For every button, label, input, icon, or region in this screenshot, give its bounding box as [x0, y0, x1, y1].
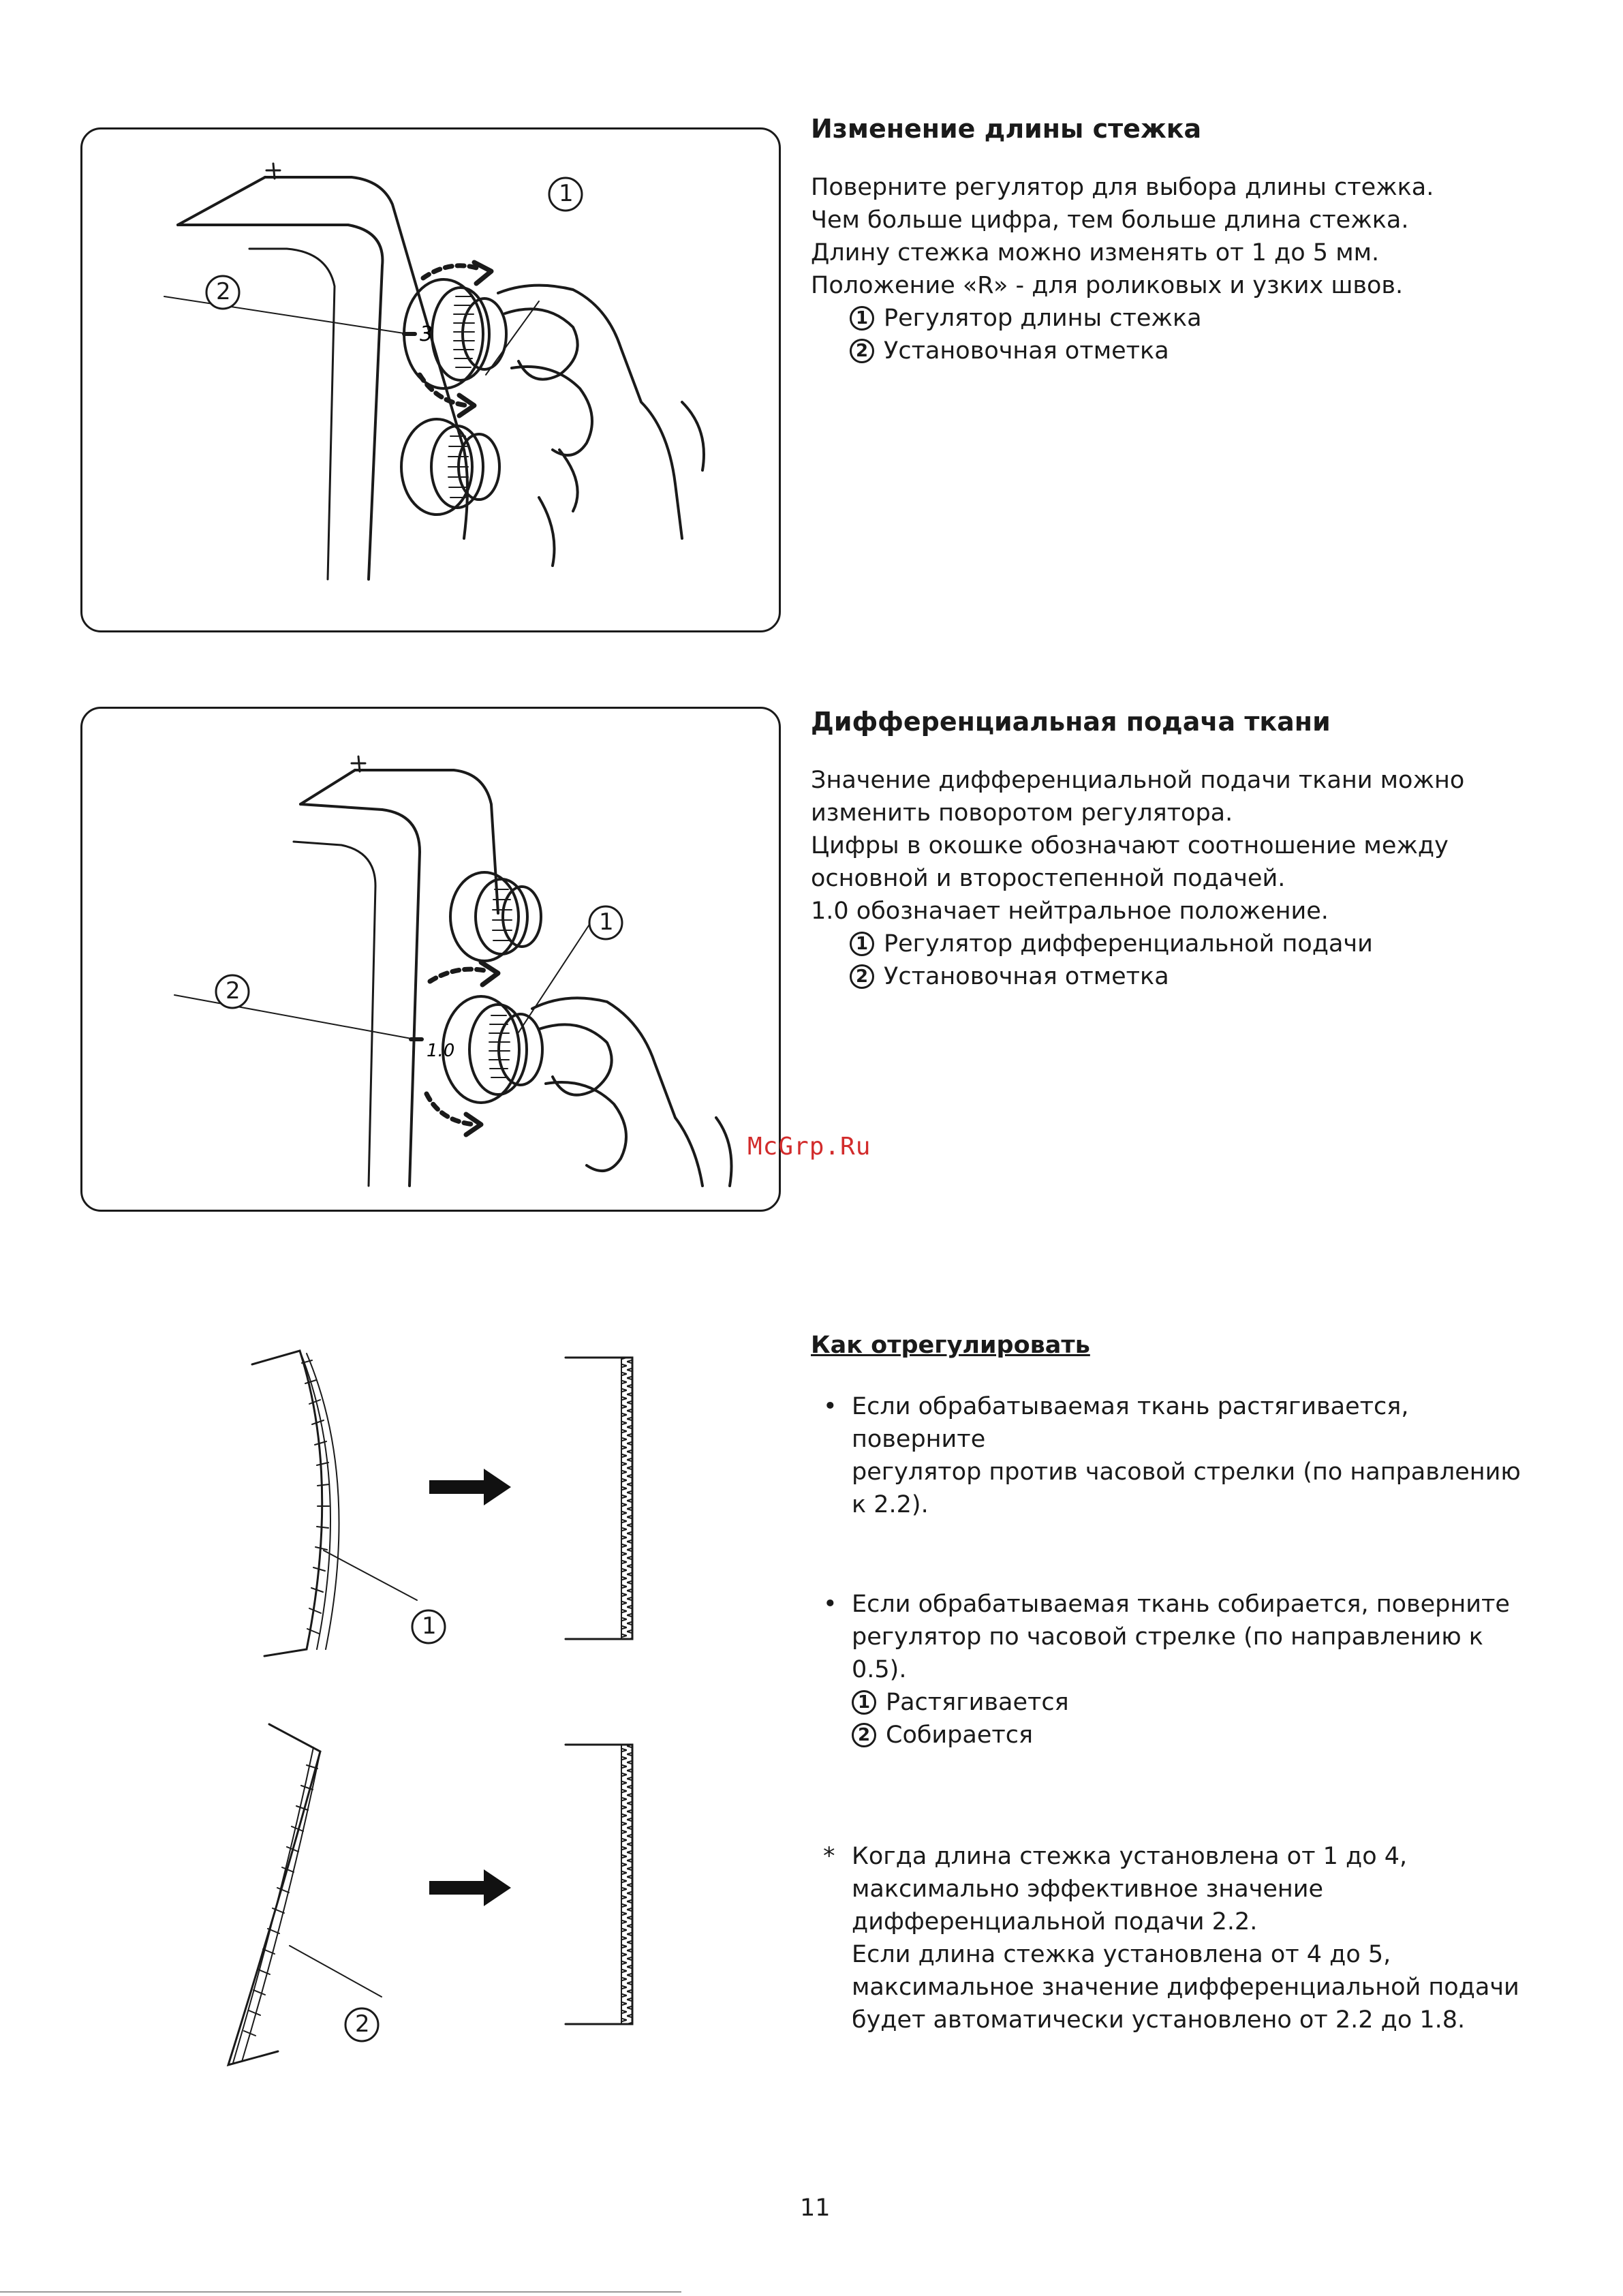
differential-feed-line-5: 1.0 обозначает нейтральное положение.	[811, 898, 1329, 925]
item-number-badge: 1	[850, 932, 874, 956]
bullet-line: регулятор по часовой стрелке (по направлению к 0.5).	[852, 1623, 1483, 1683]
fig2-callout-2	[214, 973, 251, 1010]
differential-feed-item-2	[850, 960, 1560, 993]
differential-feed-item-1	[850, 928, 1560, 960]
bullet-line: Если обрабатываемая ткань собирается, поверните	[852, 1591, 1510, 1618]
fig3-callout-1	[410, 1608, 447, 1645]
stitch-length-line-2: Чем больше цифра, тем больше длина стежка.	[811, 206, 1409, 234]
how-to-adjust-section	[811, 1329, 1574, 2036]
item-label: Регулятор длины стежка	[884, 305, 1202, 332]
item-label: Установочная отметка	[884, 337, 1169, 365]
stitch-length-illustration	[82, 129, 779, 630]
bullet-icon: •	[823, 1591, 837, 1618]
fig2-callout-2-label: 2	[226, 977, 241, 1005]
fig2-callout-1-label: 1	[599, 908, 614, 936]
item-label: Собирается	[886, 1721, 1034, 1749]
fig1-callout-2	[204, 274, 241, 311]
stitch-length-dial-digit: 3	[420, 322, 433, 346]
differential-feed-title: Дифференциальная подача ткани	[811, 707, 1331, 737]
how-to-adjust-title: Как отрегулировать	[811, 1332, 1090, 1359]
item-number-badge: 2	[852, 1723, 876, 1747]
differential-feed-line-1: Значение дифференциальной подачи ткани можно	[811, 767, 1465, 794]
fig3-callout-2-label: 2	[355, 2010, 370, 2038]
how-to-adjust-item-2	[852, 1719, 1533, 1751]
fig1-callout-1	[547, 176, 584, 213]
item-label: Установочная отметка	[884, 963, 1169, 990]
differential-dial-digit: 1.0	[427, 1041, 455, 1061]
arrow-right-icon	[429, 1469, 511, 1505]
item-number-badge: 2	[850, 339, 874, 363]
stitch-length-line-1: Поверните регулятор для выбора длины стежка.	[811, 174, 1434, 201]
differential-feed-line-2: изменить поворотом регулятора.	[811, 799, 1233, 827]
differential-feed-section	[811, 705, 1560, 993]
asterisk-icon: *	[823, 1843, 835, 1870]
note	[811, 1840, 1574, 2036]
page-number: 11	[800, 2194, 831, 2222]
item-number-badge: 1	[850, 306, 874, 331]
note-line: будет автоматически установлено от 2.2 до 1.8.	[852, 2006, 1466, 2034]
stitch-length-item-1	[850, 302, 1560, 335]
bullet-gathers	[811, 1588, 1574, 1751]
note-line: максимально эффективное значение	[852, 1876, 1324, 1903]
item-number-badge: 1	[852, 1690, 876, 1715]
note-line: дифференциальной подачи 2.2.	[852, 1908, 1258, 1935]
bullet-line: регулятор против часовой стрелки (по направлению	[852, 1458, 1521, 1486]
differential-feed-line-4: основной и второстепенной подачей.	[811, 865, 1286, 892]
fig3-callout-1-label: 1	[422, 1612, 437, 1640]
item-label: Регулятор дифференциальной подачи	[884, 930, 1373, 958]
differential-feed-line-3: Цифры в окошке обозначают соотношение между	[811, 832, 1449, 859]
stitch-length-line-3: Длину стежка можно изменять от 1 до 5 мм.	[811, 239, 1380, 266]
watermark: McGrp.Ru	[747, 1133, 871, 1161]
arrow-right-icon	[429, 1869, 511, 1906]
how-to-adjust-item-1	[852, 1686, 1533, 1719]
fig1-callout-2-label: 2	[216, 278, 231, 305]
item-label: Растягивается	[886, 1689, 1069, 1716]
bullet-line: Если обрабатываемая ткань растягивается, поверните	[852, 1393, 1409, 1453]
fig1-callout-1-label: 1	[559, 180, 574, 207]
item-number-badge: 2	[850, 964, 874, 989]
stitch-length-section	[811, 112, 1560, 367]
bullet-stretches	[811, 1390, 1574, 1521]
bullet-line: к 2.2).	[852, 1491, 929, 1518]
differential-feed-figure	[80, 707, 781, 1212]
fig3-callout-2	[343, 2006, 380, 2043]
fig2-callout-1	[587, 904, 624, 941]
bullet-icon: •	[823, 1393, 837, 1420]
note-line: Если длина стежка установлена от 4 до 5,	[852, 1941, 1391, 1968]
stitch-length-line-4: Положение «R» - для роликовых и узких швов.	[811, 272, 1404, 299]
stitch-length-title: Изменение длины стежка	[811, 114, 1202, 144]
bottom-rule	[0, 2291, 681, 2293]
note-line: максимальное значение дифференциальной подачи	[852, 1974, 1519, 2001]
note-line: Когда длина стежка установлена от 1 до 4,	[852, 1843, 1408, 1870]
differential-feed-illustration	[82, 709, 779, 1210]
stitch-length-item-2	[850, 335, 1560, 367]
stitch-length-figure	[80, 127, 781, 632]
